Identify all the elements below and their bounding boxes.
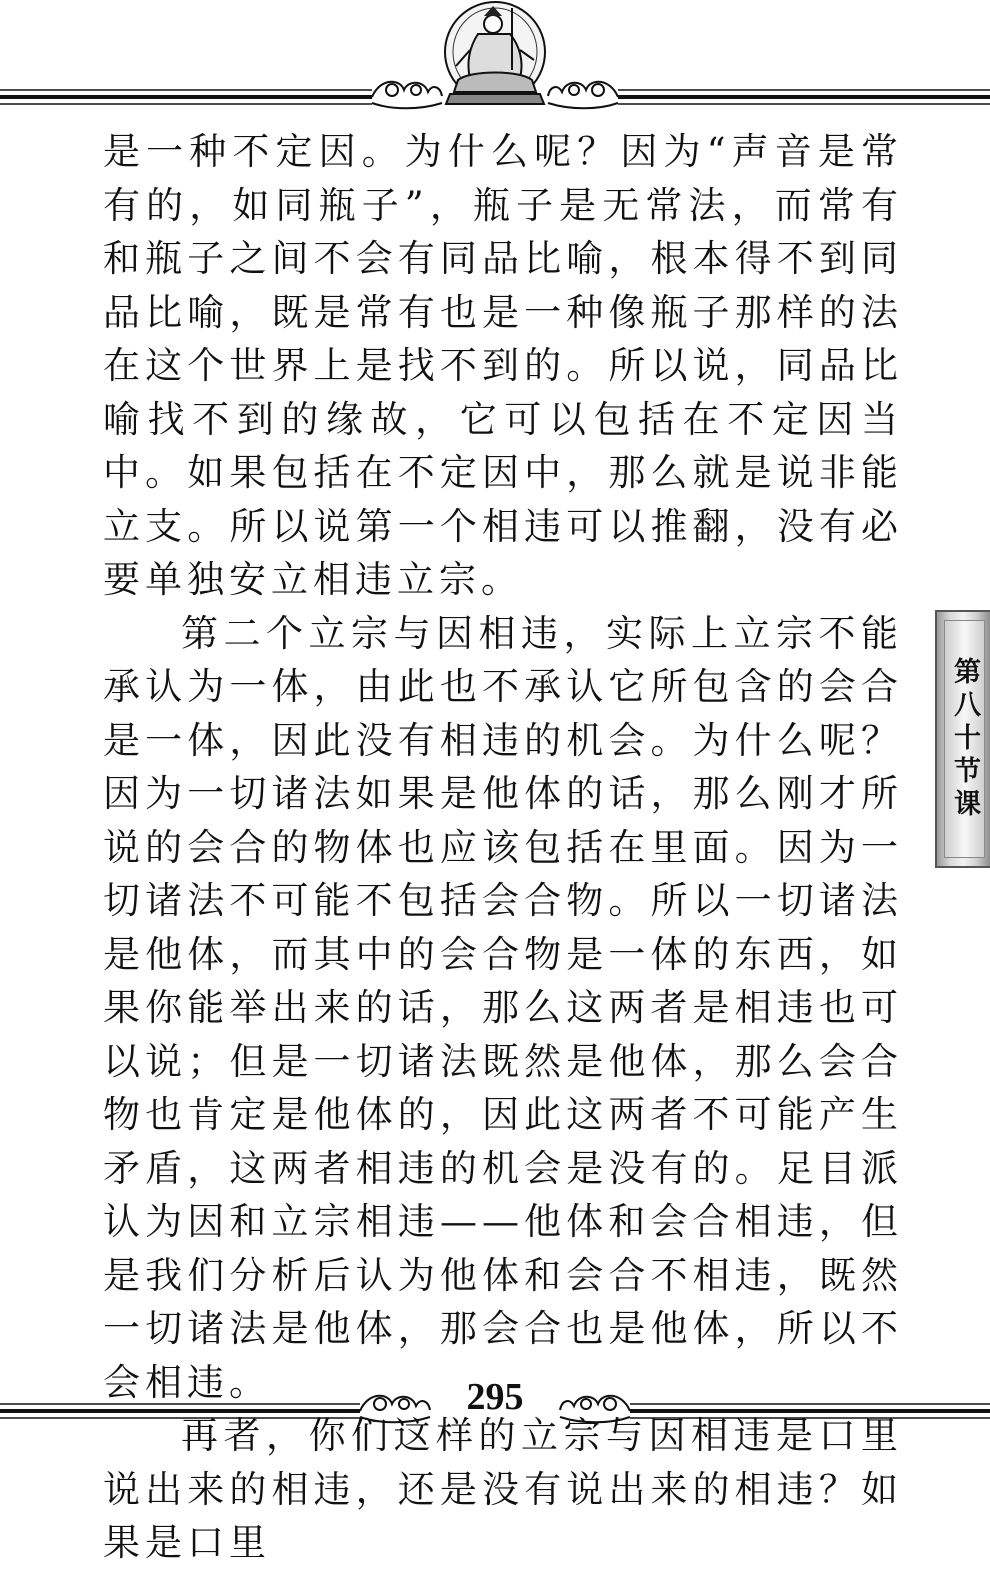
auspicious-cloud-icon	[372, 82, 442, 109]
page-number: 295	[466, 1376, 524, 1418]
header-ornament	[0, 0, 990, 115]
footer-rule-left	[0, 1404, 360, 1418]
chapter-tab-label: 第八十节课	[949, 656, 980, 822]
paragraph: 再者，你们这样的立宗与因相违是口里说出来的相违，还是没有说出来的相违？如果是口里	[103, 1414, 903, 1564]
paragraph: 是一种不定因。为什么呢？因为“声音是常有的，如同瓶子”，瓶子是无常法，而常有和瓶子之间不会有同品比喻，根本得不到同品比喻，既是常有也是一种像瓶子那样的法在这个世界上是找不到的。所以说，同品比喻找不到的缘故，它可以包括在不定因当中。如果包括在不定因中，那么就是说非能立支。所以说第一个相违可以推翻，没有必要单独安立相违立宗。	[103, 130, 903, 601]
header-rule-right	[618, 90, 990, 104]
header-rule-left	[0, 90, 372, 104]
auspicious-cloud-icon	[560, 1396, 630, 1423]
seated-deity-figure-icon	[445, 2, 545, 104]
body-text	[103, 125, 903, 1570]
chapter-side-tab	[935, 610, 990, 868]
page-header	[0, 0, 990, 115]
paragraph: 第二个立宗与因相违，实际上立宗不能承认为一体，由此也不承认它所包含的会合是一体，因此没有相违的机会。为什么呢？因为一切诸法如果是他体的话，那么刚才所说的会合的物体也应该包括在里面。因为一切诸法不可能不包括会合物。所以一切诸法是他体，而其中的会合物是一体的东西，如果你能举出来的话，那么这两者是相违也可以说；但是一切诸法既然是他体，那么会合物也肯定是他体的，因此这两者不可能产生矛盾，这两者相违的机会是没有的。足目派认为因和立宗相违——他体和会合相违，但是我们分析后认为他体和会合不相违，既然一切诸法是他体，那会合也是他体，所以不会相违。	[103, 611, 903, 1404]
footer-rule-right	[630, 1404, 990, 1418]
auspicious-cloud-icon	[360, 1396, 430, 1423]
auspicious-cloud-icon	[548, 82, 618, 109]
